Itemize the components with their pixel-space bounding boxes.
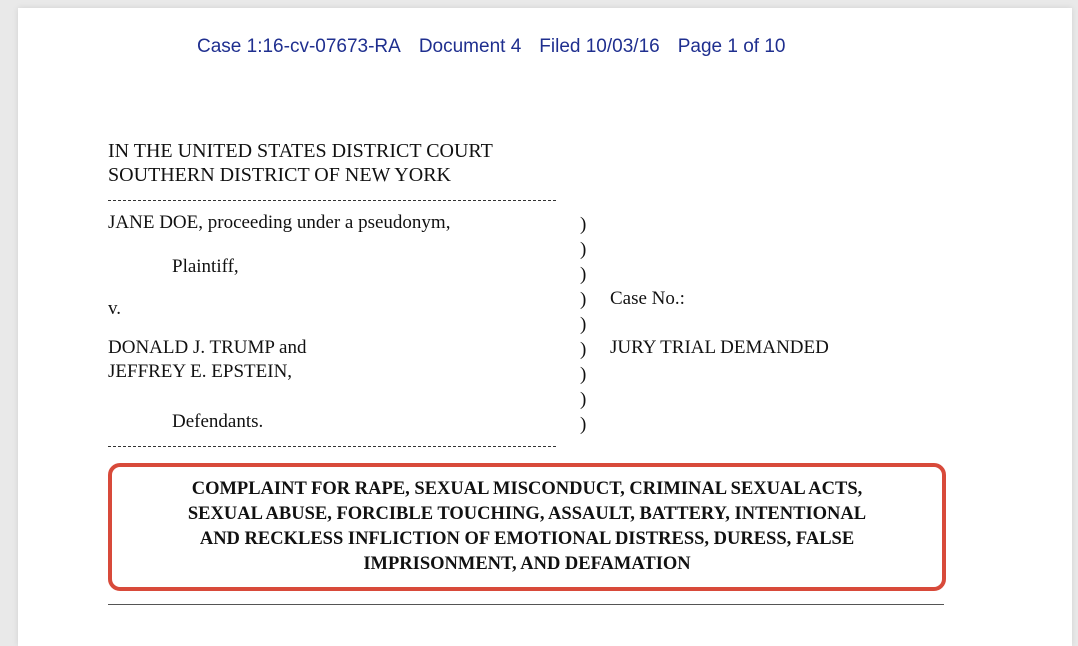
jury-trial-demanded: JURY TRIAL DEMANDED [610,337,829,358]
caption-paren: ) [580,364,587,385]
page-indicator: Page 1 of 10 [677,36,786,57]
court-name-line2: SOUTHERN DISTRICT OF NEW YORK [108,164,451,186]
caption-paren: ) [580,389,587,410]
defendant-line1: DONALD J. TRUMP and [108,337,307,358]
plaintiff-name: JANE DOE, proceeding under a pseudonym, [108,212,451,233]
defendants-label: Defendants. [172,411,264,432]
caption-paren: ) [580,414,587,435]
caption-paren: ) [580,264,587,285]
complaint-title [178,477,876,577]
complaint-title-highlight [108,463,946,591]
versus: v. [108,298,122,319]
caption-paren: ) [580,214,587,235]
complaint-title-line: AND RECKLESS INFLICTION OF EMOTIONAL DISTRESS, DURESS, FALSE [199,529,855,549]
caption-paren-column [580,212,586,437]
case-number: Case 1:16-cv-07673-RA [197,36,401,57]
caption-paren: ) [580,289,587,310]
caption-bottom-divider [108,446,556,447]
complaint-title-line: SEXUAL ABUSE, FORCIBLE TOUCHING, ASSAULT, BATTERY, INTENTIONAL [187,504,867,524]
complaint-title-line: COMPLAINT FOR RAPE, SEXUAL MISCONDUCT, CRIMINAL SEXUAL ACTS, [191,479,863,499]
filing-header [197,36,785,58]
complaint-title-line: IMPRISONMENT, AND DEFAMATION [363,554,691,574]
filed-date: Filed 10/03/16 [539,36,660,57]
case-no-label: Case No.: [610,288,685,309]
caption-top-divider [108,200,556,201]
document-number: Document 4 [418,36,522,57]
title-underline [108,604,944,605]
defendant-line2: JEFFREY E. EPSTEIN, [108,361,293,382]
caption-paren: ) [580,239,587,260]
court-name-line1: IN THE UNITED STATES DISTRICT COURT [108,140,493,162]
caption-paren: ) [580,339,587,360]
caption-paren: ) [580,314,587,335]
plaintiff-label: Plaintiff, [172,256,239,277]
